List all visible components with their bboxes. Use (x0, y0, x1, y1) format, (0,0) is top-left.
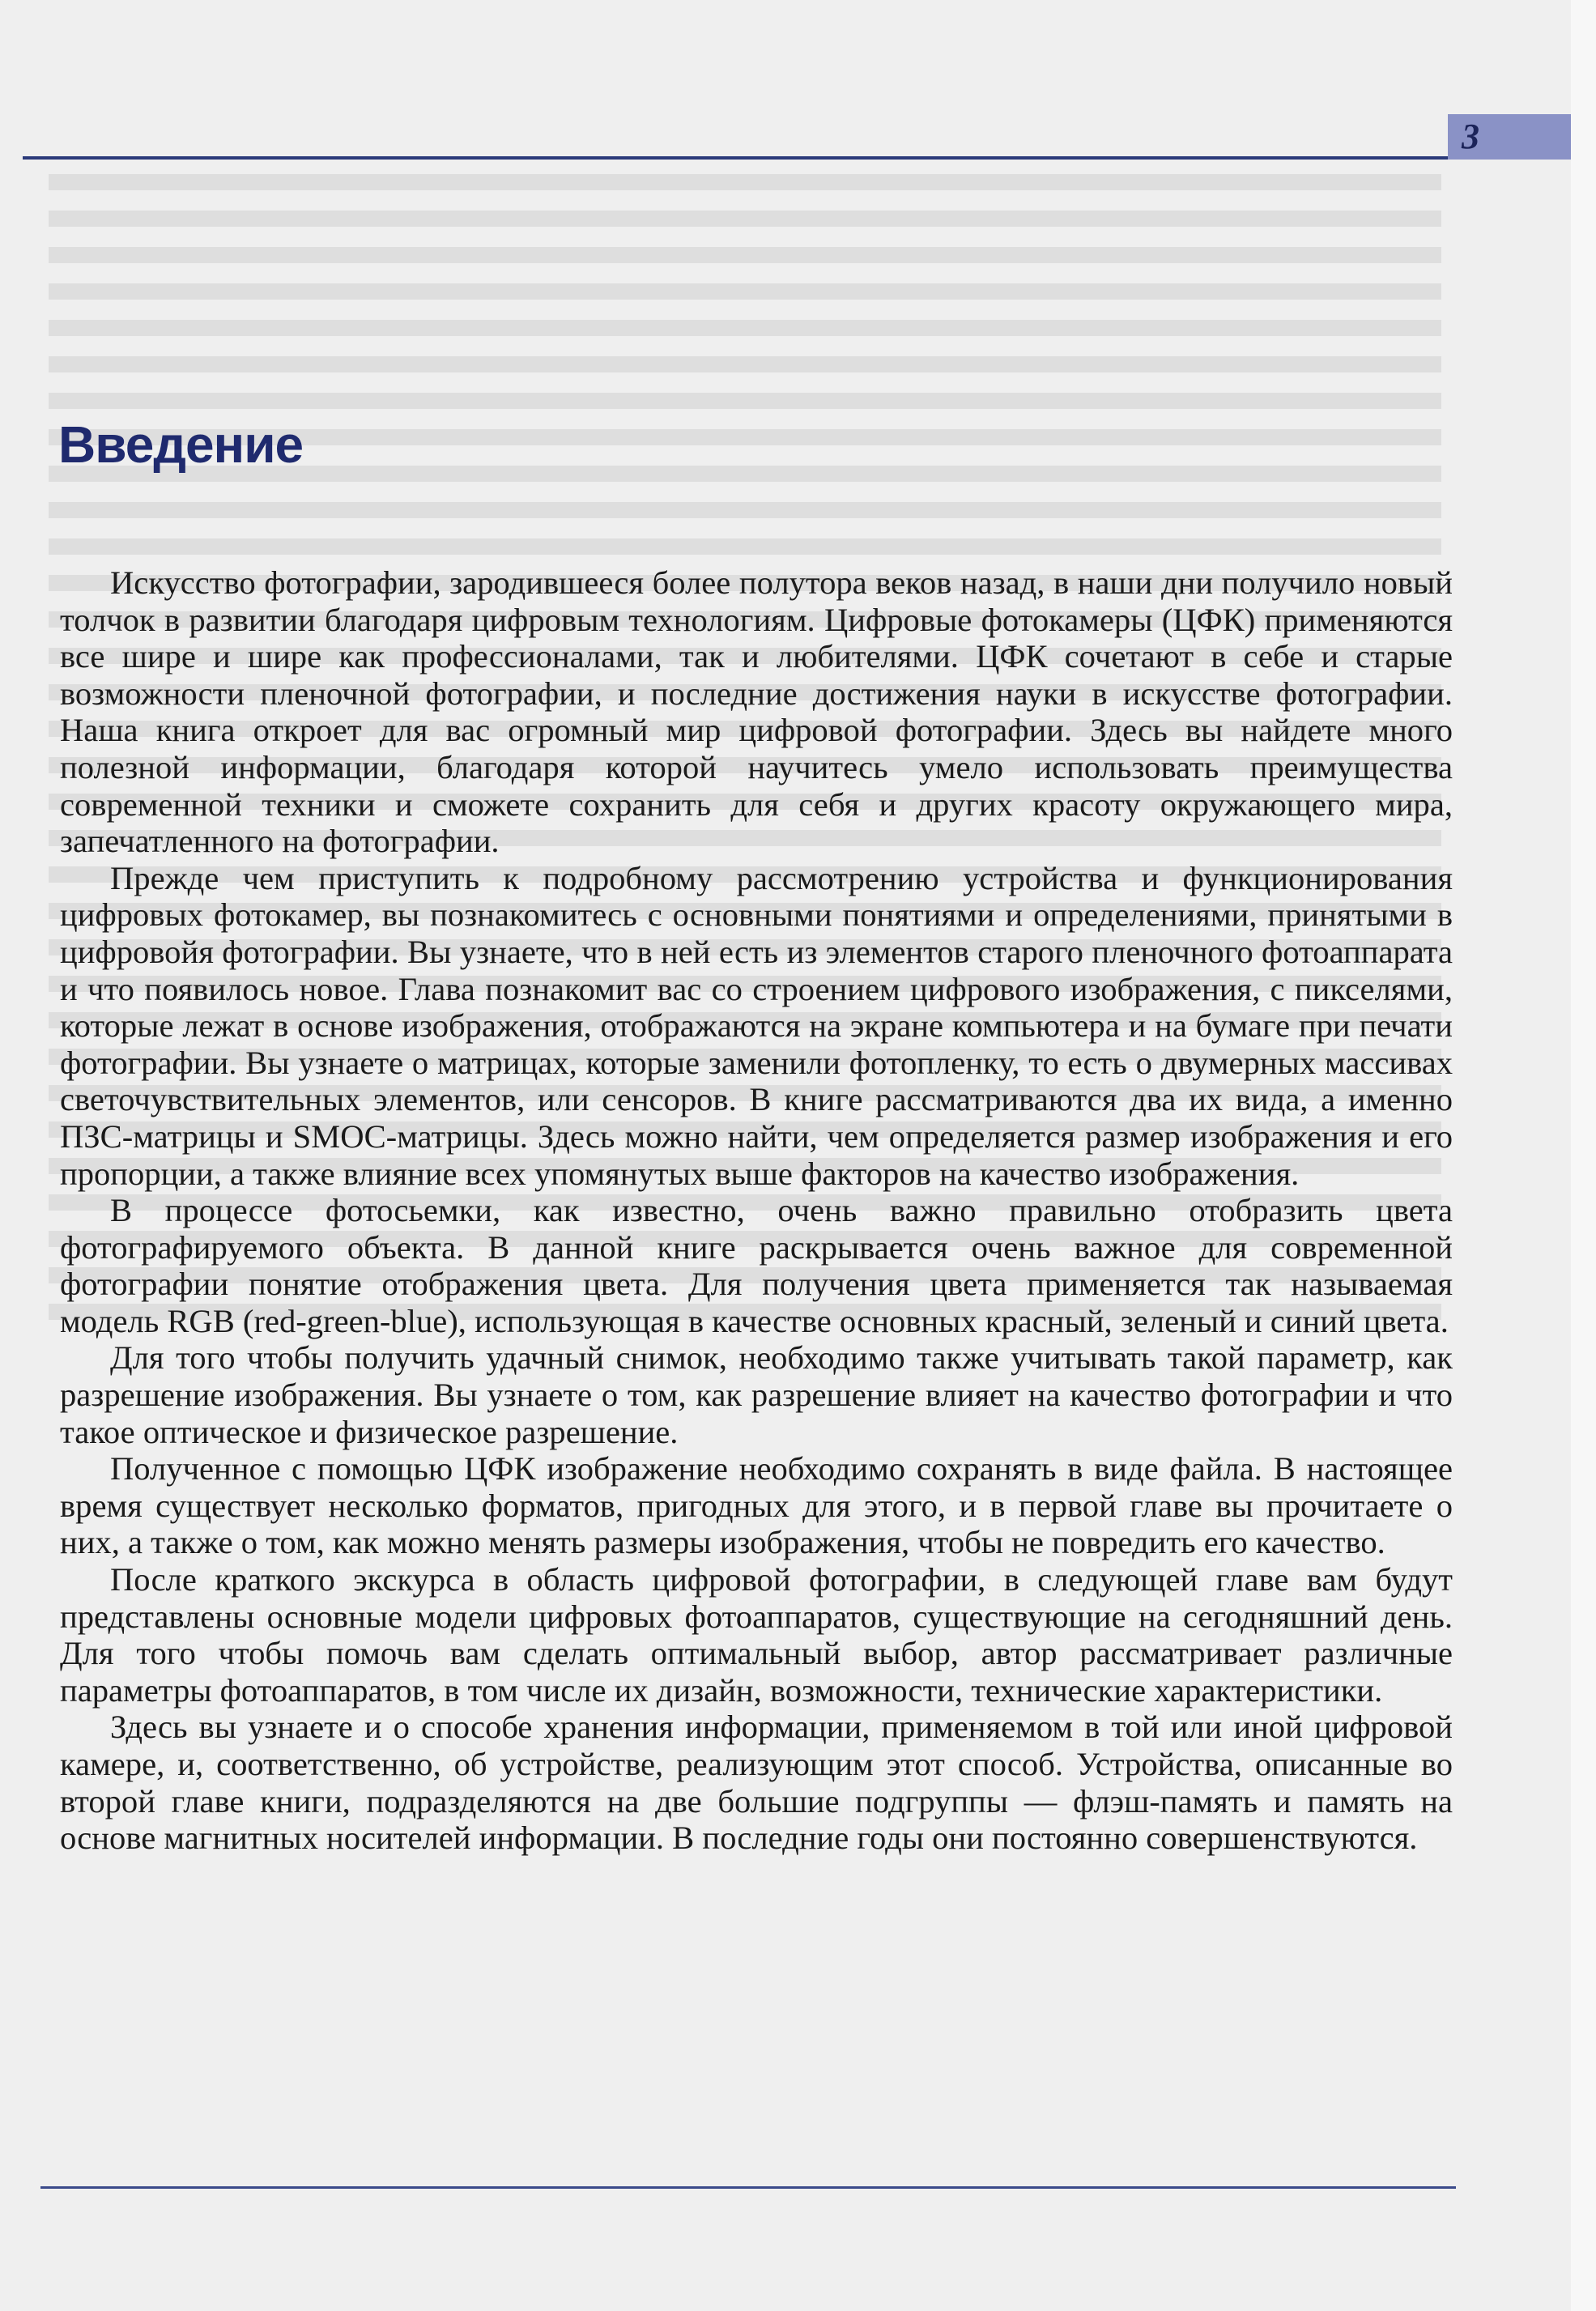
paragraph-7: Здесь вы узнаете и о способе хранения информации, применяемом в той или иной цифровой камере, и, соответственно, об устройстве, реализующим этот способ. Устройства, описанные во второй главе книги, подразделяются на две большие подгруппы — флэш-память и память на основе магнитных носителей информации. В последние годы они постоянно совершенствуются. (60, 1709, 1453, 1857)
paragraph-3: В процессе фотосьемки, как известно, очень важно правильно отобразить цвета фотографируемого объекта. В данной книге раскрывается очень важное для современной фотографии понятие отображения цвета. Для получения цвета применяется так называемая модель RGB (red-green-blue), использующая в качестве основных красный, зеленый и синий цвета. (60, 1192, 1453, 1339)
page-number: 3 (1462, 117, 1479, 156)
body-text (60, 564, 1453, 1857)
paragraph-6: После краткого экскурса в область цифровой фотографии, в следующей главе вам будут представлены основные модели цифровых фотоаппаратов, существующие на сегодняшний день. Для того чтобы помочь вам сделать оптимальный выбор, автор рассматривает различные параметры фотоаппаратов, в том числе их дизайн, возможности, технические характеристики. (60, 1561, 1453, 1709)
footer-rule (40, 2186, 1456, 2189)
paragraph-1: Искусство фотографии, зародившееся более полутора веков назад, в наши дни получило новый толчок в развитии благодаря цифровым технологиям. Цифровые фотокамеры (ЦФК) применяются все шире и шире как профессионалами, так и любителями. ЦФК сочетают в себе и старые возможности пленочной фотографии, и последние достижения науки в искусстве фотографии. Наша книга откроет для вас огромный мир цифровой фотографии. Здесь вы найдете много полезной информации, благодаря которой научитесь умело использовать преимущества современной техники и сможете сохранить для себя и других красоту окружающего мира, запечатленного на фотографии. (60, 564, 1453, 860)
chapter-title: Введение (58, 415, 304, 474)
header-rule (23, 156, 1458, 160)
paragraph-5: Полученное с помощью ЦФК изображение необходимо сохранять в виде файла. В настоящее время существует несколько форматов, пригодных для этого, и в первой главе вы прочитаете о них, а также о том, как можно менять размеры изображения, чтобы не повредить его качество. (60, 1450, 1453, 1561)
paragraph-2: Прежде чем приступить к подробному рассмотрению устройства и функционирования цифровых фотокамер, вы познакомитесь с основными понятиями и определениями, принятыми в цифровойя фотографии. Вы узнаете, что в ней есть из элементов старого пленочного фотоаппарата и что появилось новое. Глава познакомит вас со строением цифрового изображения, с пикселями, которые лежат в основе изображения, отображаются на экране компьютера и на бумаге при печати фотографии. Вы узнаете о матрицах, которые заменили фотопленку, то есть о двумерных массивах светочувствительных элементов, или сенсоров. В книге рассматриваются два их вида, а именно ПЗС-матрицы и SMOC-матрицы. Здесь можно найти, чем определяется размер изображения и его пропорции, а также влияние всех упомянутых выше факторов на качество изображения. (60, 859, 1453, 1192)
page-edge (1571, 0, 1596, 2311)
paragraph-4: Для того чтобы получить удачный снимок, необходимо также учитывать такой параметр, как разрешение изображения. Вы узнаете о том, как разрешение влияет на качество фотографии и что такое оптическое и физическое разрешение. (60, 1339, 1453, 1450)
